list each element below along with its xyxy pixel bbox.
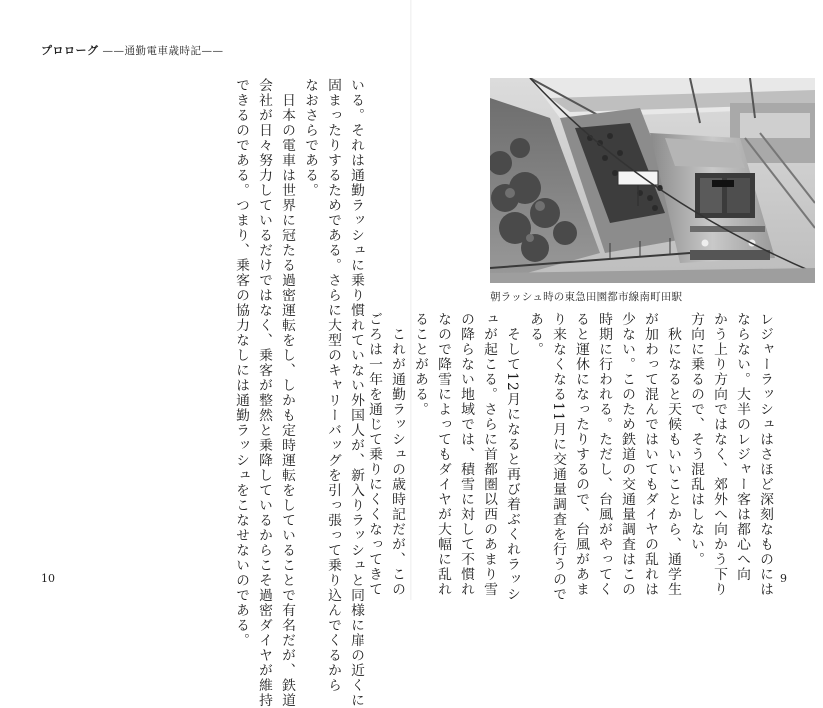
right-page [366,0,823,602]
text-line: ある。 [527,312,543,357]
text-line: 会社が日々努力しているだけではなく、乗客が整然と乗降しているからこそ過密ダイヤが維持 [256,78,272,708]
photo-caption: 朝ラッシュ時の東急田園都市線南町田駅 [490,291,683,303]
text-line: 固まったりするためである。さらに大型のキャリーバッグを引っ張って乗り込んでくるから [325,78,341,693]
text-line: り来なくなる11月に交通量調査を行うので [550,312,566,602]
text-line: 日本の電車は世界に冠たる過密運転をし、しかも定時運転をしていることで有名だが、鉄道 [279,78,295,708]
text-line: ュが起こる。さらに首都圏以西のあまり雪 [481,312,497,597]
text-line: ごろは一年を通じて乗りにくくなってきて [366,312,382,597]
train-station-photo [490,78,815,283]
text-line: 秋になると天候もいいことから、通学生 [665,312,681,597]
left-body-text [229,78,367,708]
text-line: これが通勤ラッシュの歳時記だが、この [389,312,405,597]
text-line: 方向に乗るので、そう混乱はしない。 [688,312,704,567]
text-line: かう上り方向ではなく、郊外へ向かう下り [711,312,727,597]
photo-figure [490,78,815,304]
text-line: なので降雪によってもダイヤが大幅に乱れ [435,312,451,597]
text-line: が加わって混んではいてもダイヤの乱れは [642,312,658,597]
text-line: ると運休になったりするので、台風があま [573,312,589,597]
chapter-subtitle: ——通勤電車歳時記—— [102,45,224,57]
chapter-title: プロローグ [41,44,99,57]
text-line: 時期に行われる。ただし、台風がやってく [596,312,612,597]
text-line: できるのである。つまり、乗客の協力なしには通勤ラッシュをこなせないのである。 [233,78,249,648]
text-line: ることがある。 [412,312,428,417]
text-line: の降らない地域では、積雪に対して不慣れ [458,312,474,597]
page-number-right: 9 [780,572,787,585]
text-line: なおさらである。 [302,78,318,198]
text-line: レジャーラッシュはさほど深刻なものには [757,312,773,597]
text-line: いる。それは通勤ラッシュに乗り慣れていない外国人が、新入りラッシュと同様に扉の近くに [348,78,364,708]
left-page [0,0,411,708]
running-head [41,42,224,58]
text-line: 少ない。このため鉄道の交通量調査はこの [619,312,635,597]
text-line: ならない。大半のレジャー客は都心へ向 [734,312,750,582]
page-number-left: 10 [41,572,55,585]
right-body-text [362,312,776,602]
text-line: そして12月になると再び着ぶくれラッシ [504,312,520,602]
